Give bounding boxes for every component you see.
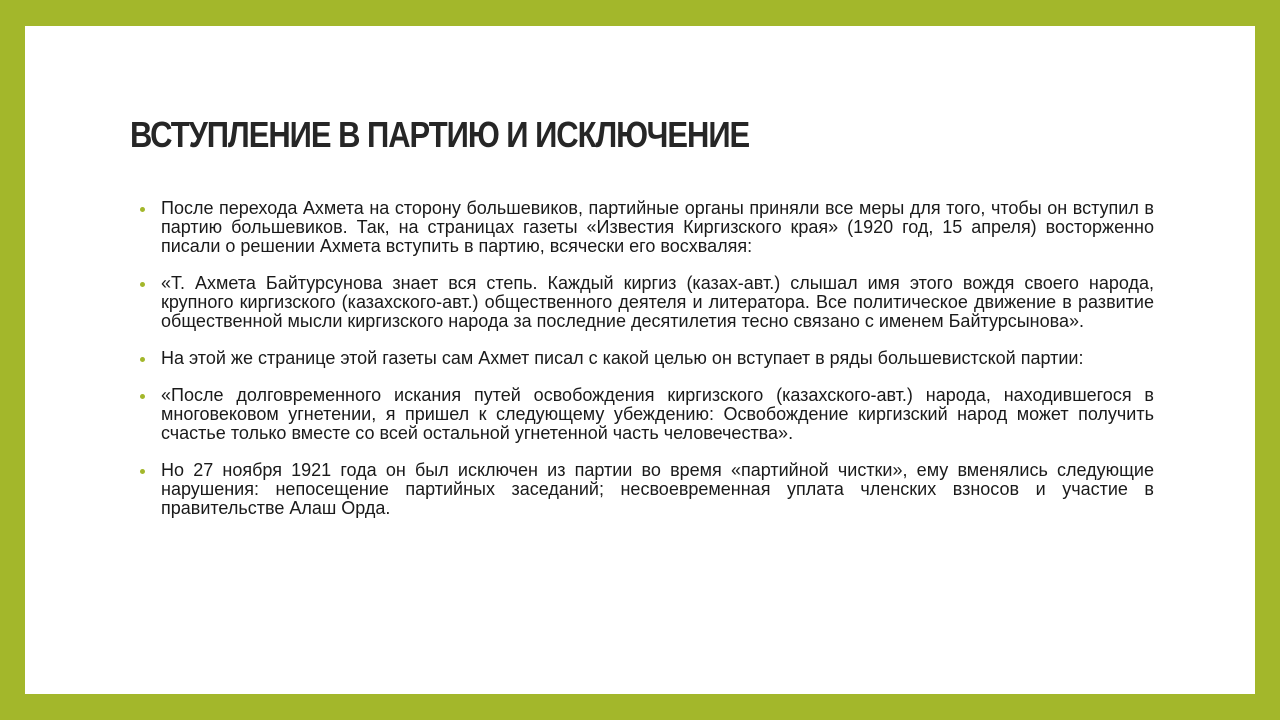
bullet-item-2: «Т. Ахмета Байтурсунова знает вся степь. Каждый киргиз (казах-авт.) слышал имя этого вождя своего народа, крупного киргизского (казахского-авт.) общественного деятеля и литератора. Все политическое движение в развитие общественной мысли киргизского народа за последние десятилетия тесно связано с именем Байтурсынова».: [140, 274, 1154, 331]
bullet-item-3: На этой же странице этой газеты сам Ахмет писал с какой целью он вступает в ряды большевистской партии:: [140, 349, 1154, 368]
slide-title: ВСТУПЛЕНИЕ В ПАРТИЮ И ИСКЛЮЧЕНИЕ: [130, 114, 750, 155]
bullet-list: [140, 199, 1154, 536]
bullet-item-4: «После долговременного искания путей освобождения киргизского (казахского-авт.) народа, находившегося в многовековом угнетении, я пришел к следующему убеждению: Освобождение киргизский народ может получить счастье только вместе со всей остальной угнетенной часть человечества».: [140, 386, 1154, 443]
slide: [25, 26, 1255, 694]
bullet-item-5: Но 27 ноября 1921 года он был исключен из партии во время «партийной чистки», ему вменялись следующие нарушения: непосещение партийных заседаний; несвоевременная уплата членских взносов и участие в правительстве Алаш Орда.: [140, 461, 1154, 518]
bullet-item-1: После перехода Ахмета на сторону большевиков, партийные органы приняли все меры для того, чтобы он вступил в партию большевиков. Так, на страницах газеты «Известия Киргизского края» (1920 год, 15 апреля) восторженно писали о решении Ахмета вступить в партию, всячески его восхваляя:: [140, 199, 1154, 256]
